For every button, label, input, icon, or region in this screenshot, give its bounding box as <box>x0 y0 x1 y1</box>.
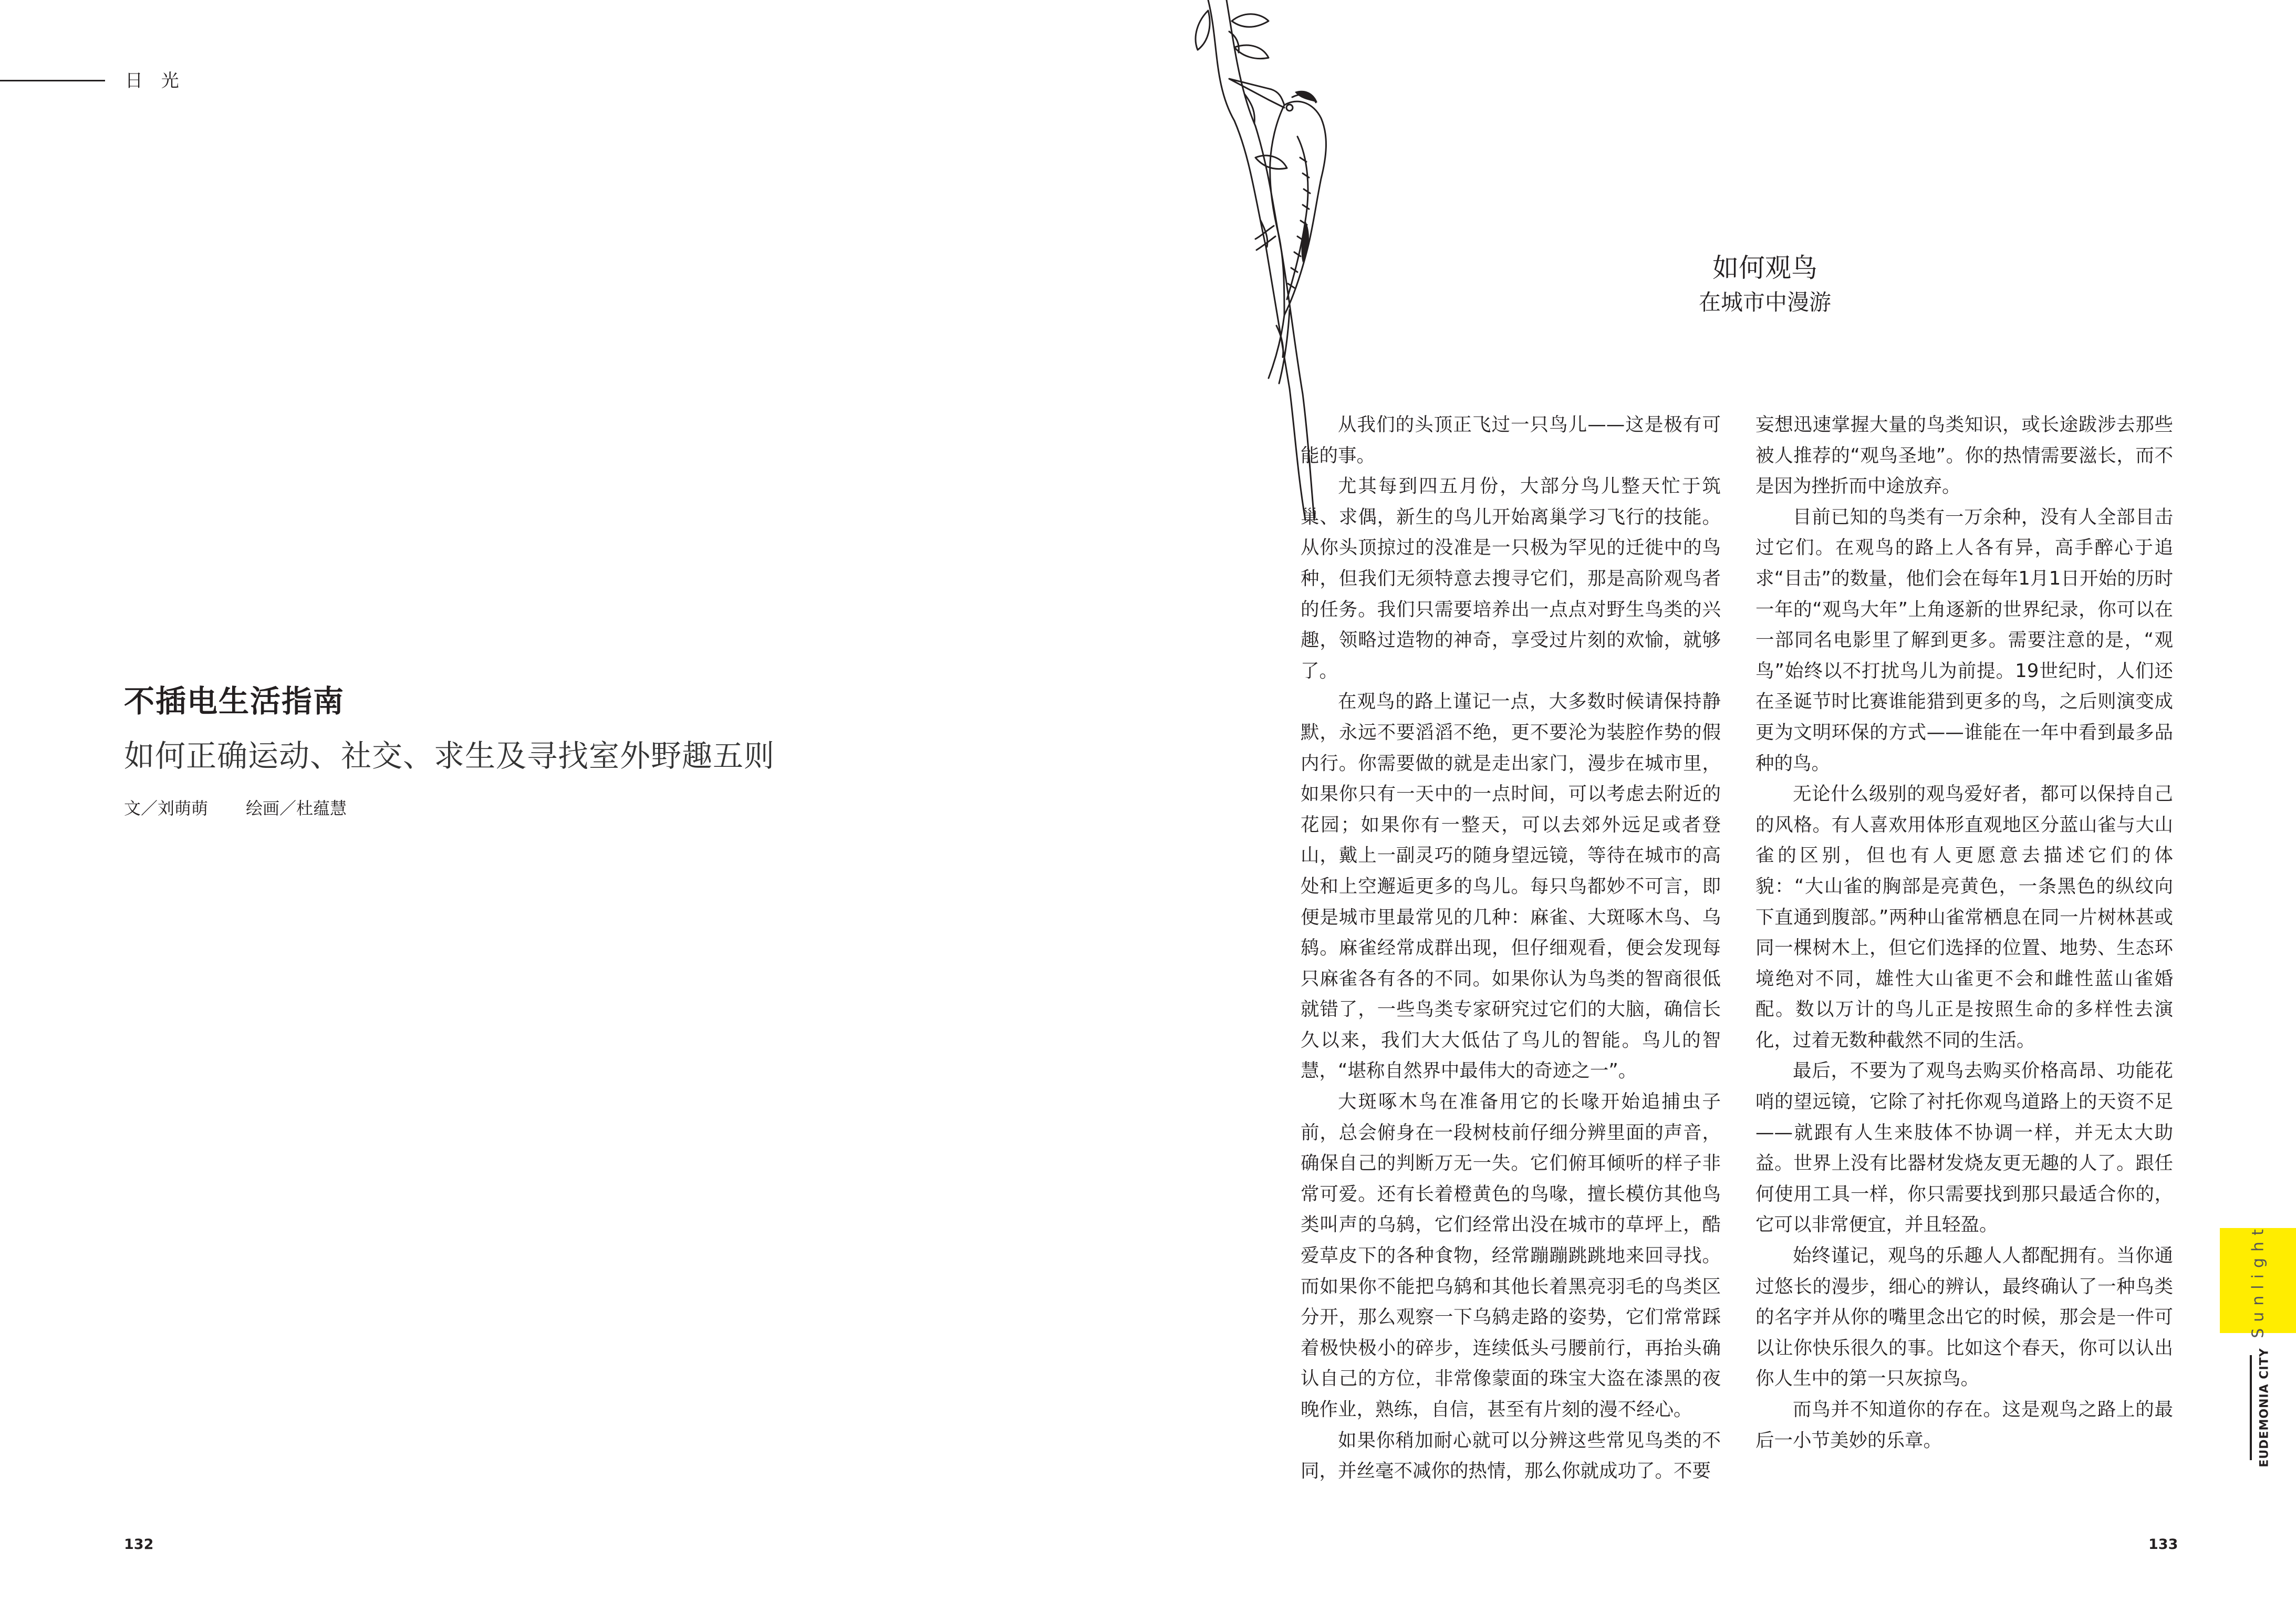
paragraph: 目前已知的鸟类有一万余种，没有人全部目击过它们。在观鸟的路上人各有异，高手醉心于追求“目击”的数量，他们会在每年1月1日开始的历时一年的“观鸟大年”上角逐新的世界纪录，你可以在一部同名电影里了解到更多。需要注意的是，“观鸟”始终以不打扰鸟儿为前提。19世纪时，人们还在圣诞节时比赛谁能猎到更多的鸟，之后则演变成更为文明环保的方式——谁能在一年中看到最多品种的鸟。 <box>1755 506 2173 774</box>
paragraph: 如果你稍加耐心就可以分辨这些常见鸟类的不同，并丝毫不减你的热情，那么你就成功了。不要 <box>1301 1429 1721 1482</box>
page-number-right: 133 <box>2148 1536 2178 1553</box>
article-column-2 <box>1755 410 2173 1456</box>
paragraph: 大斑啄木鸟在准备用它的长喙开始追捕虫子前，总会俯身在一段树枝前仔细分辨里面的声音，确保自己的判断万无一失。它们俯耳倾听的样子非常可爱。还有长着橙黄色的鸟喙，擅长模仿其他鸟类叫声的乌鸫，它们经常出没在城市的草坪上，酷爱草皮下的各种食物，经常蹦蹦跳跳地来回寻找。而如果你不能把乌鸫和其他长着黑亮羽毛的鸟类区分开，那么观察一下乌鸫走路的姿势，它们常常踩着极快极小的碎步，连续低头弓腰前行，再抬头确认自己的方位，非常像蒙面的珠宝大盗在漆黑的夜晚作业，熟练，自信，甚至有片刻的漫不经心。 <box>1301 1091 1721 1420</box>
section-tab <box>2220 1223 2296 1338</box>
paragraph: 而鸟并不知道你的存在。这是观鸟之路上的最后一小节美妙的乐章。 <box>1755 1399 2173 1451</box>
paragraph: 始终谨记，观鸟的乐趣人人都配拥有。当你通过悠长的漫步，细心的辨认，最终确认了一种鸟类的名字并从你的嘴里念出它的时候，那会是一件可以让你快乐很久的事。比如这个春天，你可以认出你人生中的第一只灰掠鸟。 <box>1755 1245 2173 1390</box>
feature-subtitle: 如何正确运动、社交、求生及寻找室外野趣五则 <box>124 738 775 774</box>
paragraph: 无论什么级别的观鸟爱好者，都可以保持自己的风格。有人喜欢用体形直观地区分蓝山雀与大山雀的区别，但也有人更愿意去描述它们的体貌：“大山雀的胸部是亮黄色，一条黑色的纵纹向下直通到腹部。”两种山雀常栖息在同一片树林甚或同一棵树木上，但它们选择的位置、地势、生态环境绝对不同，雄性大山雀更不会和雌性蓝山雀婚配。数以万计的鸟儿正是按照生命的多样性去演化，过着无数种截然不同的生活。 <box>1755 783 2173 1051</box>
article-subtitle: 在城市中漫游 <box>1698 289 1831 315</box>
section-rule <box>0 80 105 81</box>
feature-title: 不插电生活指南 <box>124 683 345 719</box>
magazine-name-wrap <box>2257 1348 2272 1468</box>
magazine-name: EUDEMONIA CITY <box>2258 1348 2271 1468</box>
side-rule <box>2250 1355 2252 1460</box>
section-label: 日 光 <box>125 70 185 91</box>
paragraph-continued: 妄想迅速掌握大量的鸟类知识，或长途跋涉去那些被人推荐的“观鸟圣地”。你的热情需要滋长，而不是因为挫折而中途放弃。 <box>1755 414 2173 497</box>
section-tab-label: Sunlight <box>2249 1223 2267 1338</box>
paragraph: 尤其每到四五月份，大部分鸟儿整天忙于筑巢、求偶，新生的鸟儿开始离巢学习飞行的技能。从你头顶掠过的没准是一只极为罕见的迁徙中的鸟种，但我们无须特意去搜寻它们，那是高阶观鸟者的任务。我们只需要培养出一点点对野生鸟类的兴趣，领略过造物的神奇，享受过片刻的欢愉，就够了。 <box>1301 475 1721 682</box>
article-title: 如何观鸟 <box>1712 253 1817 283</box>
paragraph: 最后，不要为了观鸟去购买价格高昂、功能花哨的望远镜，它除了衬托你观鸟道路上的天资不足——就跟有人生来肢体不协调一样，并无太大助益。世界上没有比器材发烧友更无趣的人了。跟任何使用工具一样，你只需要找到那只最适合你的，它可以非常便宜，并且轻盈。 <box>1755 1060 2173 1236</box>
credits <box>124 795 347 819</box>
page-number-left: 132 <box>124 1536 154 1553</box>
paragraph: 从我们的头顶正飞过一只鸟儿——这是极有可能的事。 <box>1301 414 1721 466</box>
author-credit: 文／刘萌萌 <box>124 798 209 818</box>
article-column-1 <box>1301 410 1721 1487</box>
paragraph: 在观鸟的路上谨记一点，大多数时候请保持静默，永远不要滔滔不绝，更不要沦为装腔作势的假内行。你需要做的就是走出家门，漫步在城市里，如果你只有一天中的一点时间，可以考虑去附近的花园；如果你有一整天，可以去郊外远足或者登山，戴上一副灵巧的随身望远镜，等待在城市的高处和上空邂逅更多的鸟儿。每只鸟都妙不可言，即便是城市里最常见的几种：麻雀、大斑啄木鸟、乌鸫。麻雀经常成群出现，但仔细观看，便会发现每只麻雀各有各的不同。如果你认为鸟类的智商很低就错了，一些鸟类专家研究过它们的大脑，确信长久以来，我们大大低估了鸟儿的智能。鸟儿的智慧，“堪称自然界中最伟大的奇迹之一”。 <box>1301 691 1721 1082</box>
illustrator-credit: 绘画／杜蕴慧 <box>246 798 347 818</box>
